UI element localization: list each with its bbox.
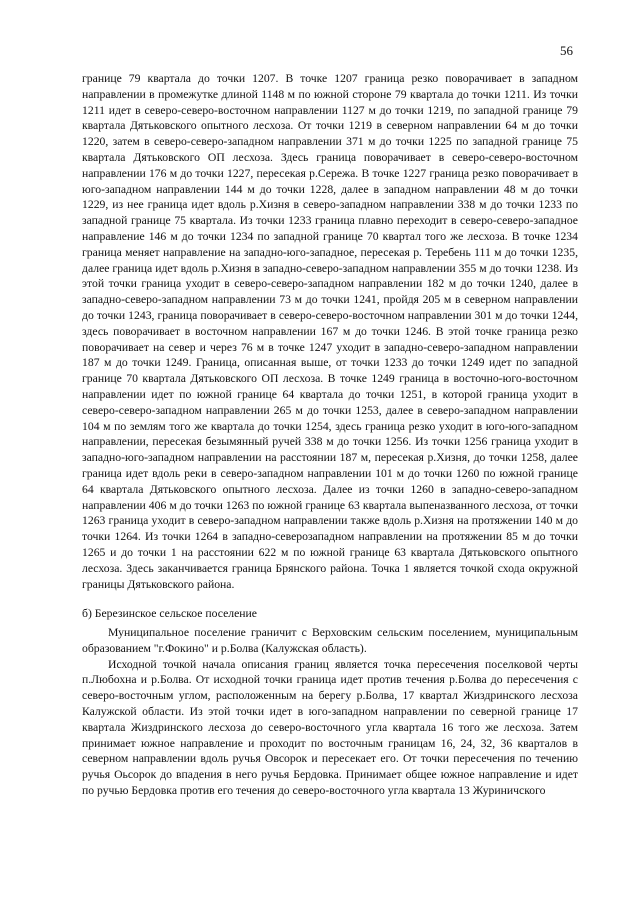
paragraph-boundary-description: границе 79 квартала до точки 1207. В точке 1207 граница резко поворачивает в западном направлении в промежутке длиной 1148 м по южной стороне 79 квартала до точки 1211. Из точки 1211 идет в северо-северо-восточном направлении 1127 м до точки 1219, по западной границе 79 квартала Дятьковского опытного лесхоза. От точки 1219 в северном направлении 64 м до точки 1220, затем в северо-северо-западном направлении 371 м до точки 1225 по западной границе 75 квартала Дятьковского ОП лесхоза. Здесь граница поворачивает в северо-северо-восточном направлении 176 м до точки 1227, пересекая р.Сережа. В точке 1227 граница резко поворачивает в юго-западном направлении 144 м до точки 1228, далее в западном направлении 48 м до точки 1229, из нее граница идет вдоль р.Хизня в северо-западном направлении 338 м до точки 1233 по западной границе 75 квартала. Из точки 1233 граница плавно переходит в северо-северо-западное направление 146 м до точки 1234 по западной границе 70 квартал того же лесхоза. В точке 1234 граница меняет направление на западно-юго-западное, пересекая р. Теребень 111 м до точки 1235, далее граница идет вдоль р.Хизня в западно-северо-западном направлении 355 м до точки 1238. Из этой точки граница уходит в северо-северо-западном направлении 182 м до точки 1240, далее в западно-северо-западном направлении 73 м до точки 1241, пройдя 205 м в северном направлении до точки 1243, граница поворачивает в северо-северо-восточном направлении 301 м до точки 1244, здесь поворачивает в восточном направлении 167 м до точки 1246. В этой точке граница резко поворачивает на север и через 76 м в точке 1247 уходит в западно-северо-западном направлении 187 м до точки 1249. Граница, описанная выше, от точки 1233 до точки 1249 идет по западной границе 70 квартала Дятьковского ОП лесхоза. В точке 1249 граница в восточно-юго-восточном направлении идет по южной границе 64 квартала до точки 1251, в которой граница уходит в северо-северо-западном направлении 265 м до точки 1253, далее в северо-западном направлении 104 м по землям того же квартала до точки 1254, здесь граница резко уходит в юго-юго-западном направлении, пересекая безымянный ручей 338 м до точки 1256. Из точки 1256 граница уходит в западно-юго-западном направлении на расстоянии 187 м, пересекая р.Хизня, до точки 1258, далее граница идет вдоль реки в северо-западном направлении 101 м до точки 1260 по южной границе 64 квартала Дятьковского опытного лесхоза. Далее из точки 1260 в западно-северо-западном направлении 406 м до точки 1263 по южной границе 63 квартала выпеназванного лесхоза, от точки 1263 граница уходит в северо-западном направлении также вдоль р.Хизня на протяжении 140 м до точки 1264. Из точки 1264 в западно-северозападном направлении на протяжении 85 м до точки 1265 и до точки 1 на расстоянии 622 м по южной границе 63 квартала Дятьковского опытного лесхоза. Здесь заканчивается граница Брянского района. Точка 1 является точкой схода окружной границы Дятьковского района. [82, 72, 578, 591]
page-number: 56 [560, 43, 573, 58]
section-heading: б) Березинское сельское поселение [82, 607, 257, 621]
document-body [82, 71, 578, 799]
paragraph-starting-point: Исходной точкой начала описания границ является точка пересечения поселковой черты п.Любохна и р.Болва. От исходной точки граница идет против течения р.Болва до пересечения с северо-восточным углом, расположенным на берегу р.Болва, 17 квартал Жиздринского лесхоза Калужской области. Из этой точки идет в юго-западном направлении по северной границе 17 квартала Жиздринского лесхоза до северо-восточного угла квартала 16 того же лесхоза. Затем принимает южное направление и проходит по восточным границам 16, 24, 32, 36 кварталов в северном направлении вдоль ручья Овсорок и пересекает его. От точки пересечения по течению ручья Оьсорок до впадения в него ручья Бердовка. Принимает общее южное направление и идет по ручью Бердовка против его течения до северо-восточного угла квартала 13 Журиничского [82, 657, 578, 798]
paragraph-neighbors: Муниципальное поселение граничит с Верховским сельским поселением, муниципальным образованием "г.Фокино" и р.Болва (Калужская область). [82, 626, 578, 655]
